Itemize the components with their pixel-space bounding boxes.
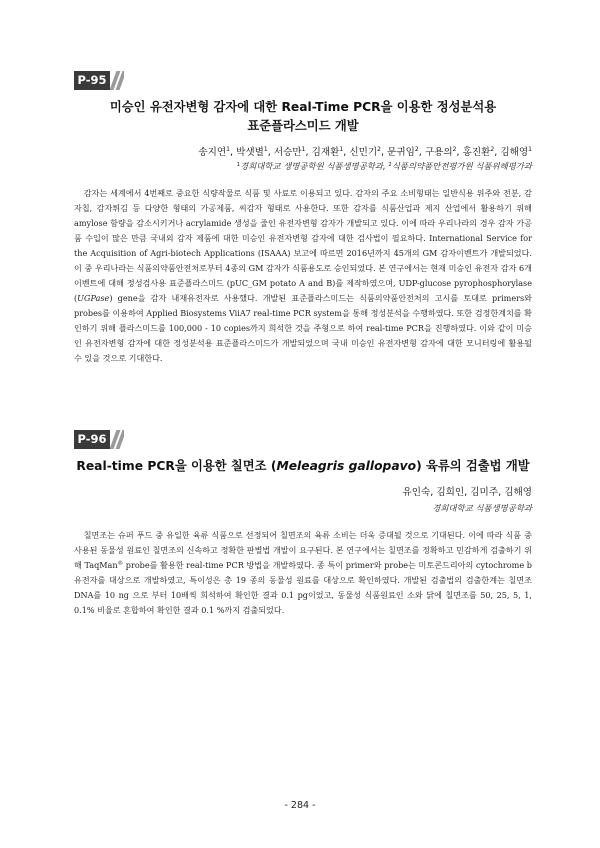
author-name: 김해영	[500, 147, 529, 158]
author-affiliation-marker: 1	[339, 146, 344, 153]
author-list: 유인숙, 김희인, 김미주, 김해영	[402, 487, 532, 498]
abstract-id-label: P-95	[74, 71, 110, 90]
affiliation-2-marker: 2	[388, 162, 392, 168]
abstract-title	[74, 98, 532, 136]
page-number: - 284 -	[284, 800, 316, 811]
gene-abbreviation: UGPase	[77, 293, 110, 303]
author-affiliation-marker: 2	[377, 146, 381, 153]
author-affiliation-marker: 1	[263, 146, 268, 153]
title-prefix: Real-time PCR을 이용한 칠면조 (	[76, 459, 277, 473]
abstract-body: 감자는 세계에서 4번째로 중요한 식량작물로 식품 및 사료로 이용되고 있다. 감자의 주요 소비형태는 일반식용 위주와 전분, 감자칩, 감자튀김 등 다양한 형태의 가공제품, 씨감자 형태로 사용한다. 또한 감자를 식품산업과 제지 산업에서 활용하기 위해 amylose 함량을 감소시키거나 acrylamide 생성을 줄인 유전자변형 감자가 개발되고 있다. 이에 따라 우리나라의 경우 감자 가공품 수입이 많은 만큼 국내외 감자 제품에 대한 미승인 유전자변형 감자에 대한 검사법이 필요하다. International Service for the Acquisition of Agri-biotech Applications (ISAAA) 보고에 따르면 2016년까지 45개의 GM 감자이벤트가 개발되었다. 이 중 우리나라는 식품의약품안전처로부터 4종의 GM 감자가 식품용도로 승인되었다. 본 연구에서는 현재 미승인 유전자 감자 6개 이벤트에 대해 정성검사용 표준플라스미드 (pUC_GM potato A and B)를 제작하였으며, UDP-glucose pyrophosphorylase (UGPase) gene을 감자 내재유전자로 사용했다. 개발된 표준플라스미드는 식품의약품안전처의 고시를 토대로 primers와 probes를 이용하여 Applied Biosystems ViiA7 real-time PCR system을 통해 정성분석을 수행하였다. 또한 검정한계치를 확인하기 위해 플라스미드를 100,000 - 10 copies까지 희석한 것을 주형으로 하여 real-time PCR을 진행하였다. 이와 같이 미승인 유전자변형 감자에 대한 정성분석용 표준플라스미드가 개발되었으며 국내 미승인 유전자변형 감자에 대한 모니터링에 활용될 수 있을 것으로 기대한다.	[74, 188, 533, 363]
author-affiliation-marker: 1	[528, 146, 532, 153]
author-affiliation-marker: 2	[452, 146, 457, 153]
title-line-2: 표준플라스미드 개발	[247, 119, 359, 133]
author-affiliation-marker: 2	[414, 146, 419, 153]
badge-stripes-decoration	[110, 71, 124, 90]
title-suffix: ) 육류의 검출법 개발	[416, 459, 530, 473]
author-name: 김재환	[311, 147, 340, 158]
author-name: 송지연	[198, 147, 227, 158]
badge-stripes-decoration	[110, 430, 124, 449]
author-affiliation-marker: 1	[301, 146, 306, 153]
author-list: 송지연$^1$, 박샛별$^1$, 서승만$^1$, 김재환$^1$, 신민기$^2$, 문귀임$^2$, 구용의$^2$, 홍진환$^2$, 김해영$^1$	[198, 146, 532, 158]
affiliation-1: 경희대학교 생명공학원 식품생명공학과	[240, 161, 383, 171]
abstract-p96	[74, 430, 532, 618]
author-name: 홍진환	[462, 147, 491, 158]
registered-mark: ®	[117, 561, 124, 567]
abstract-title	[74, 457, 532, 476]
author-name: 박샛별	[236, 147, 264, 158]
abstract-id-label: P-96	[74, 430, 110, 449]
title-species-name: Meleagris gallopavo	[276, 459, 417, 473]
abstract-id-badge	[74, 430, 532, 450]
abstract-id-badge	[74, 71, 532, 91]
affiliation-1-marker: 1	[236, 162, 241, 168]
title-line-1: 미승인 유전자변형 감자에 대한 Real-Time PCR을 이용한 정성분석용	[109, 100, 497, 114]
author-name: 구용의	[424, 147, 453, 158]
affiliation-2: 식품의약품안전평가원 식품위해평가과	[391, 161, 532, 171]
author-name: 서승만	[273, 147, 302, 158]
abstract-body: 칠면조는 슈퍼 푸드 중 유일한 육류 식품으로 선정되어 칠면조의 육류 소비는 더욱 증대될 것으로 기대된다. 이에 따라 식품 중 사용된 동물성 원료인 칠면조의 신속하고 정확한 판별법 개발이 요구된다. 본 연구에서는 칠면조를 정확하고 민감하게 검출하기 위해 TaqMan® probe를 활용한 real-time PCR 방법을 개발하였다. 종 특이 primer와 probe는 미토콘드리아의 cytochrome b 유전자를 대상으로 개발하였고, 특이성은 총 19 종의 동물성 원료를 대상으로 확인하였다. 개발된 검출법의 검출한계는 칠면조 DNA를 10 ng 으로 부터 10배씩 희석하여 확인한 결과 0.1 pg이었고, 동물성 식품원료인 소와 닭에 칠면조를 50, 25, 5, 1, 0.1% 비율로 혼합하여 확인한 결과 0.1 %까지 검출되었다.	[74, 530, 532, 615]
abstract-p95	[74, 71, 532, 366]
affiliation: 경희대학교 식품생명공학과	[432, 503, 532, 513]
affiliations: $^1$경희대학교 생명공학원 식품생명공학과, $^2$식품의약품안전평가원 식품위해평가과	[236, 161, 532, 171]
author-affiliation-marker: 2	[490, 146, 495, 153]
author-name: 신민기	[349, 147, 378, 158]
author-name: 문귀임	[387, 147, 415, 158]
author-affiliation-marker: 1	[226, 146, 230, 153]
